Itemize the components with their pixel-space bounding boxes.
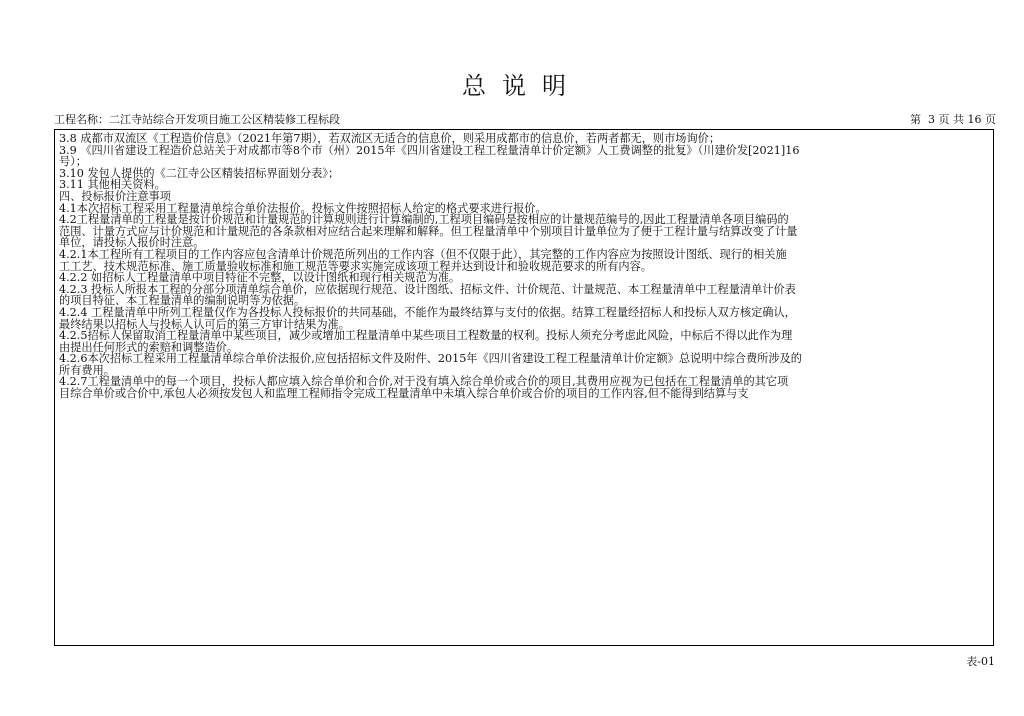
project-name: 工程名称：二江寺站综合开发项目施工公区精装修工程标段 <box>54 113 340 126</box>
text-line: 4.2.3 投标人所报本工程的分部分项清单综合单价，应依据现行规范、设计图纸、招标文件、计价规范、计量规范、本工程量清单中工程量清单计价表 <box>59 282 796 296</box>
text-line: 4.2.7工程量清单中的每一个项目，投标人都应填入综合单价和合价,对于没有填入综合单价或合价的项目,其费用应视为已包括在工程量清单的其它项 <box>59 375 789 389</box>
form-code: 表-01 <box>966 655 995 668</box>
text-line: 4.2.5招标人保留取消工程量清单中某些项目，减少或增加工程量清单中某些项目工程数量的权利。投标人须充分考虑此风险，中标后不得以此作为理 <box>59 329 793 343</box>
text-line: 3.11 其他相关资料。 <box>59 178 166 192</box>
page-number: 第 3 页 共 16 页 <box>910 113 996 126</box>
text-line: 3.9 《四川省建设工程造价总站关于对成都市等8个市（州）2015年《四川省建设工程工程量清单计价定额》人工费调整的批复》（川建价发[2021]16 <box>59 143 800 157</box>
text-line: 目综合单价或合价中,承包人必须按发包人和监理工程师指令完成工程量清单中未填入综合单价或合价的项目的工作内容,但不能得到结算与支 <box>59 387 749 401</box>
text-line: 4.2.2 如招标人工程量清单中项目特征不完整，以设计图纸和现行相关规范为准。 <box>59 271 461 285</box>
text-line: 3.8 成都市双流区《工程造价信息》（2021年第7期），若双流区无适合的信息价，则采用成都市的信息价，若两者都无，则市场询价； <box>59 132 721 145</box>
page-title: 总说明 <box>462 72 582 100</box>
text-line: 的项目特征、本工程量清单的编制说明等为依据。 <box>59 294 306 308</box>
text-line: 最终结果以招标人与投标人认可后的第三方审计结果为准。 <box>59 317 350 331</box>
text-line: 4.2.6本次招标工程采用工程量清单综合单价法报价,应包括招标文件及附件、2015年《四川省建设工程工程量清单计价定额》总说明中综合费所涉及的 <box>59 352 802 366</box>
text-line: 所有费用。 <box>59 363 115 377</box>
text-line: 单位，请投标人报价时注意。 <box>59 236 205 250</box>
header-info-row <box>54 112 996 128</box>
text-line: 工工艺、技术规范标准、施工质量验收标准和施工规范等要求实施完成该项工程并达到设计和验收规范要求的所有内容。 <box>59 259 652 273</box>
text-line: 4.2工程量清单的工程量是按计价规范和计量规范的计算规则进行计算编制的,工程项目编码是按相应的计量规范编号的,因此工程量清单各项目编码的 <box>59 213 789 227</box>
text-line: 4.2.1本工程所有工程项目的工作内容应包含清单计价规范所列出的工作内容（但不仅限于此），其完整的工作内容应为按照设计图纸、现行的相关施 <box>59 247 787 261</box>
text-line: 3.10 发包人提供的《二江寺公区精装招标界面划分表》； <box>59 166 340 180</box>
text-line: 4.1本次招标工程采用工程量清单综合单价法报价。投标文件按照招标人给定的格式要求进行报价。 <box>59 201 547 215</box>
description-box <box>54 129 994 646</box>
text-line: 由提出任何形式的索赔和调整造价。 <box>59 340 239 354</box>
text-line: 范围、计量方式应与计价规范和计量规范的各条款相对应结合起来理解和解释。但工程量清单中个别项目计量单位为了便于工程计量与结算改变了计量 <box>59 224 798 238</box>
section-heading: 四、投标报价注意事项 <box>59 189 171 203</box>
text-line: 号）； <box>59 155 87 169</box>
text-line: 4.2.4 工程量清单中所列工程量仅作为各投标人投标报价的共同基础，不能作为最终结算与支付的依据。结算工程量经招标人和投标人双方核定确认， <box>59 305 796 319</box>
